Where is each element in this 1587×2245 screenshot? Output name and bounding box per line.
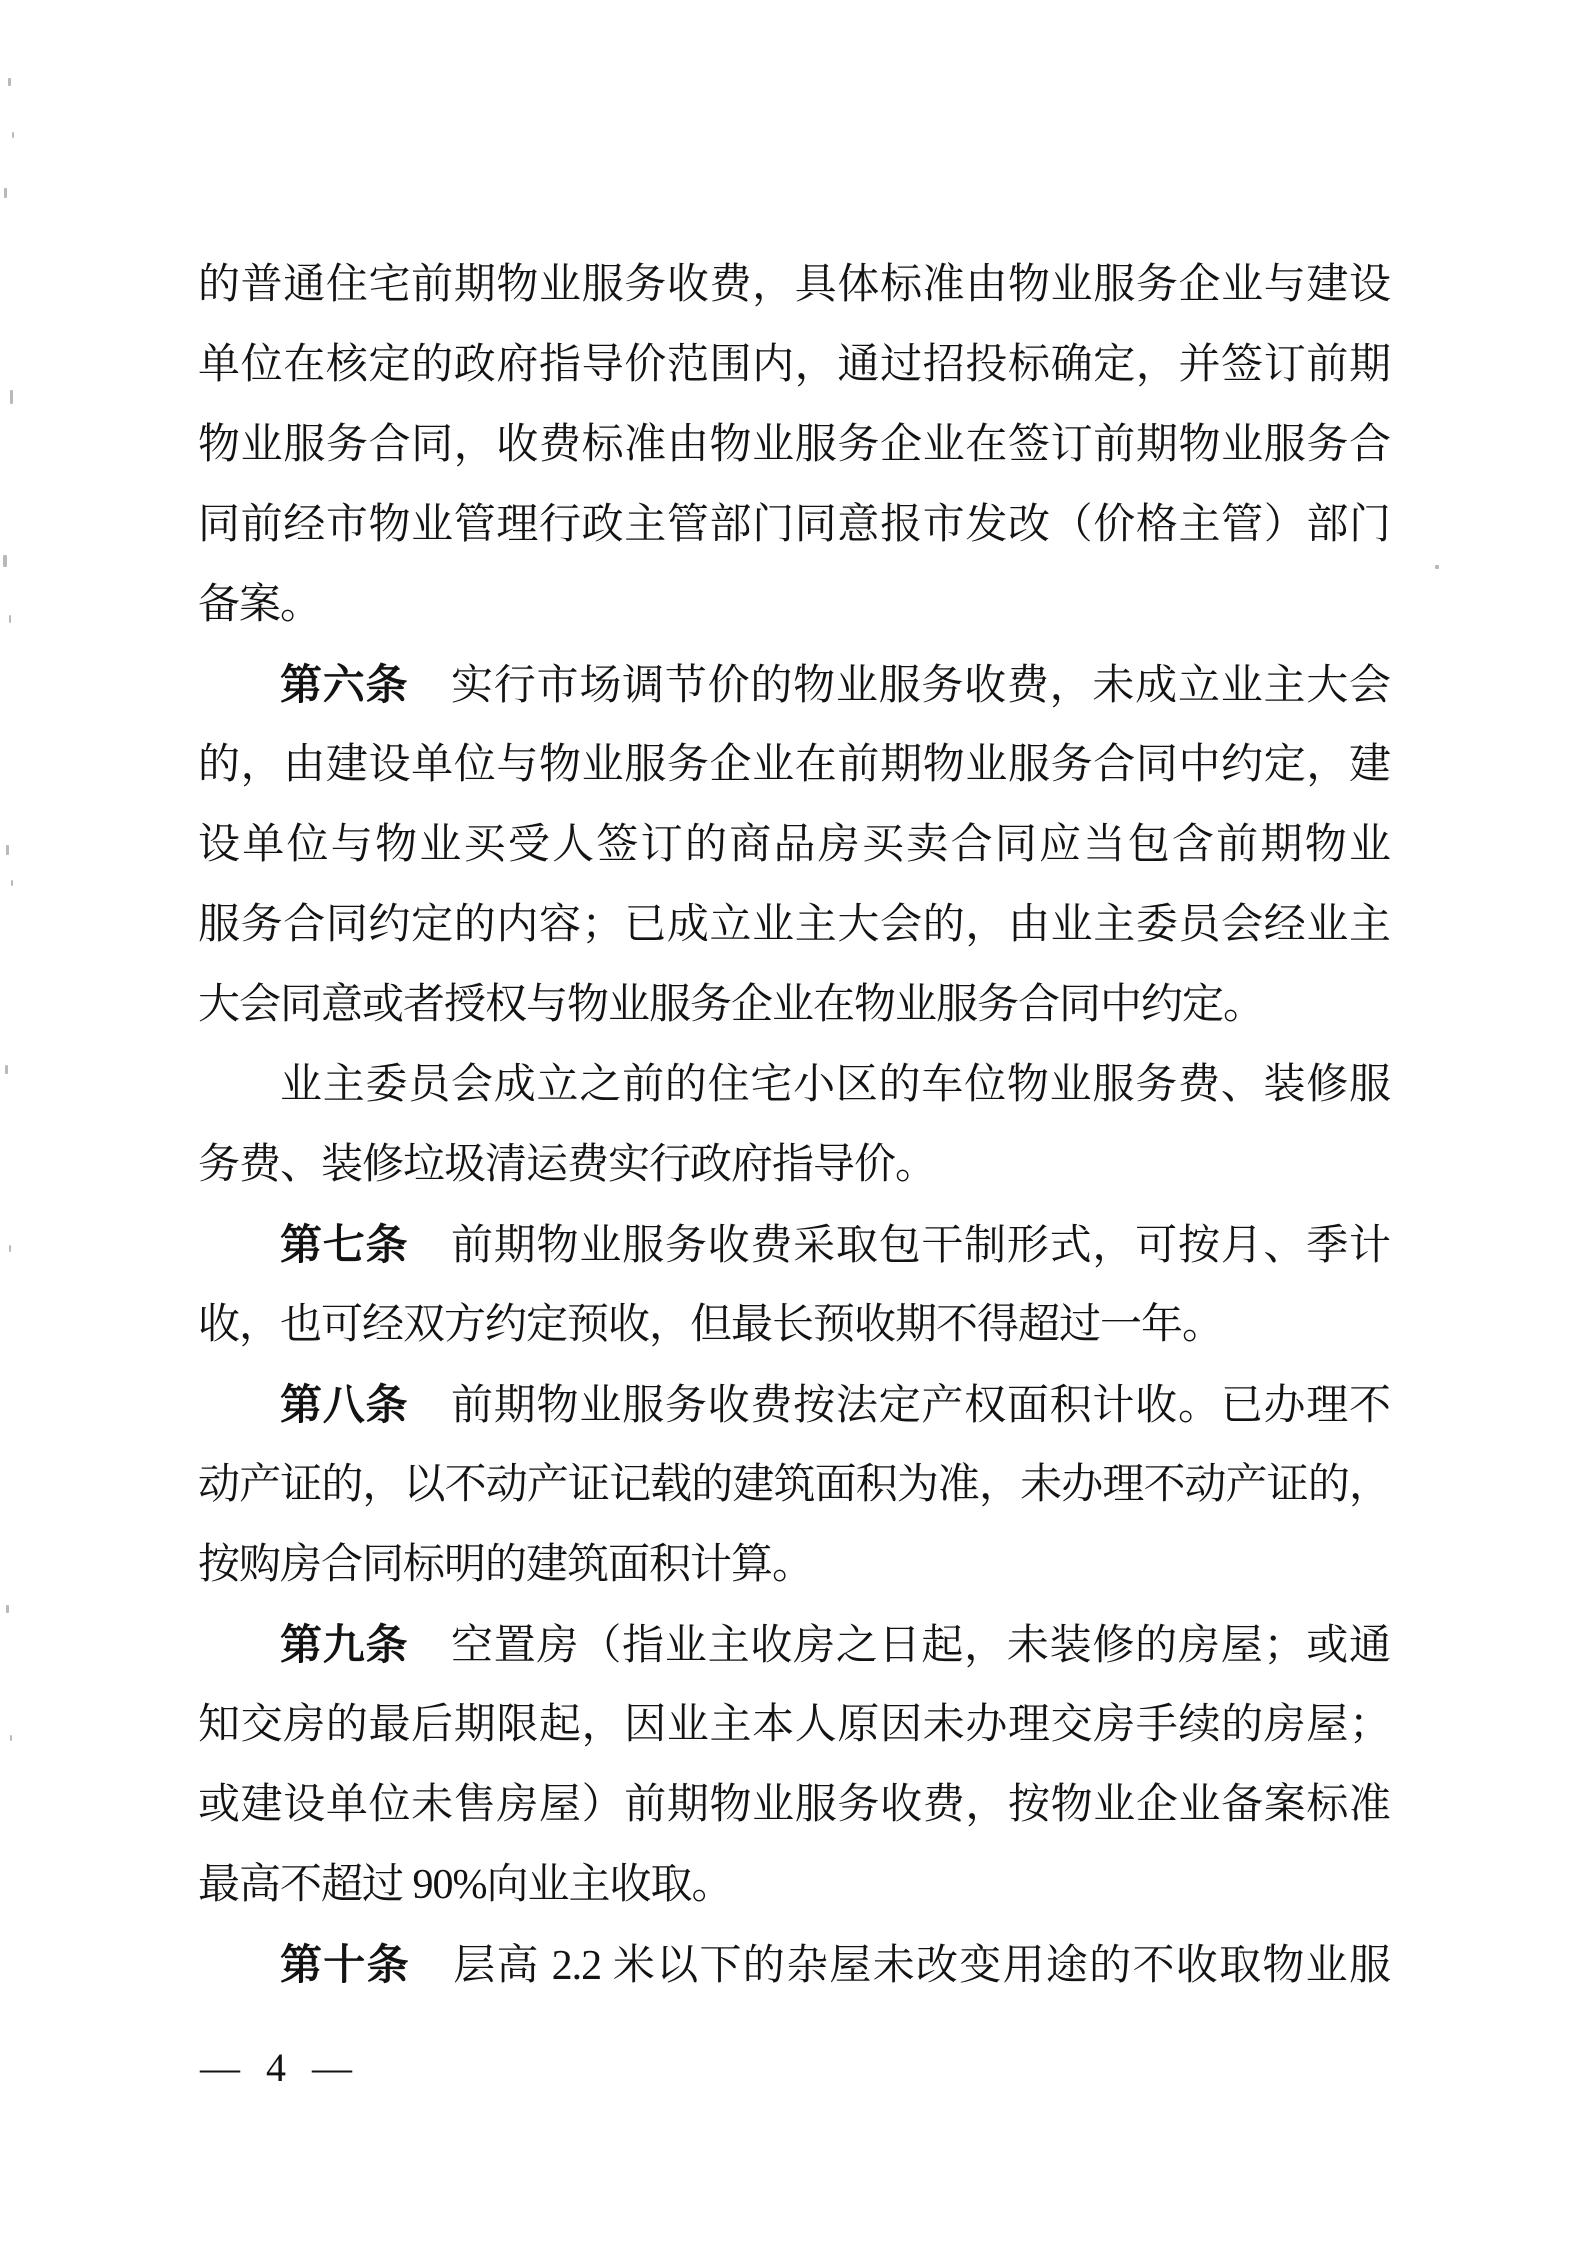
text-line (198, 805, 1390, 885)
body-text: 知交房的最后期限起，因业主本人原因未办理交房手续的房屋； (198, 1702, 1390, 1748)
text-line (198, 885, 1390, 965)
text-line (198, 1445, 1390, 1525)
text-line (198, 325, 1390, 405)
body-text: 实行市场调节价的物业服务收费，未成立业主大会 (408, 663, 1390, 709)
scan-speck (10, 1735, 12, 1741)
scan-speck (9, 615, 11, 623)
text-line (198, 485, 1390, 565)
scan-speck (5, 1065, 8, 1074)
body-text: 前期物业服务收费按法定产权面积计收。已办理不 (408, 1383, 1390, 1429)
text-line (198, 965, 1390, 1045)
page-footer (200, 2040, 352, 2096)
text-line (198, 725, 1390, 805)
text-line (198, 1845, 1390, 1925)
text-line (198, 1125, 1390, 1205)
body-text: 的，由建设单位与物业服务企业在前期物业服务合同中约定，建 (198, 742, 1390, 788)
text-line (198, 1685, 1390, 1765)
article-number-bold: 第七条 (280, 1221, 409, 1268)
body-text: 空置房（指业主收房之日起，未装修的房屋；或通 (408, 1623, 1390, 1669)
body-text: 服务合同约定的内容；已成立业主大会的，由业主委员会经业主 (198, 902, 1390, 948)
scan-speck (8, 78, 11, 86)
body-text: 前期物业服务收费采取包干制形式，可按月、季计 (408, 1223, 1390, 1269)
scan-speck (12, 132, 14, 138)
body-text: 或建设单位未售房屋）前期物业服务收费，按物业企业备案标准 (198, 1782, 1390, 1828)
article-number-bold: 第九条 (280, 1621, 409, 1668)
article-number-bold: 第十条 (280, 1941, 410, 1988)
scan-speck (4, 188, 7, 198)
scan-speck (1435, 565, 1439, 569)
text-line (198, 565, 1390, 645)
text-line-article-7 (198, 1205, 1390, 1285)
body-text: 业主委员会成立之前的住宅小区的车位物业服务费、装修服 (280, 1062, 1390, 1108)
body-text: 收，也可经双方约定预收，但最长预收期不得超过一年。 (198, 1302, 1224, 1348)
scan-speck (9, 1245, 11, 1252)
text-line (198, 405, 1390, 485)
body-text: 备案。 (198, 582, 322, 628)
text-line (198, 1765, 1390, 1845)
body-text: 大会同意或者授权与物业服务企业在物业服务合同中约定。 (198, 982, 1265, 1028)
text-line-article-8 (198, 1365, 1390, 1445)
body-text: 最高不超过 90%向业主收取。 (198, 1862, 733, 1908)
text-line-article-9 (198, 1605, 1390, 1685)
body-text: 单位在核定的政府指导价范围内，通过招投标确定，并签订前期 (198, 342, 1390, 388)
scan-speck (11, 880, 13, 886)
scan-speck (3, 555, 7, 567)
text-line (198, 245, 1390, 325)
page-number: — 4 — (200, 2045, 352, 2090)
text-line (198, 1045, 1390, 1125)
scan-speck (10, 390, 13, 404)
body-text: 的普通住宅前期物业服务收费，具体标准由物业服务企业与建设 (198, 262, 1390, 308)
body-text: 物业服务合同，收费标准由物业服务企业在签订前期物业服务合 (198, 422, 1390, 468)
body-text: 务费、装修垃圾清运费实行政府指导价。 (198, 1142, 937, 1188)
text-line (198, 1285, 1390, 1365)
body-text: 按购房合同标明的建筑面积计算。 (198, 1542, 814, 1588)
body-text: 同前经市物业管理行政主管部门同意报市发改（价格主管）部门 (198, 502, 1390, 548)
body-text: 层高 2.2 米以下的杂屋未改变用途的不收取物业服 (409, 1943, 1390, 1989)
body-text: 动产证的，以不动产证记载的建筑面积为准，未办理不动产证的， (198, 1462, 1390, 1508)
text-line-article-10 (198, 1925, 1390, 2005)
scan-speck (6, 845, 9, 855)
document-text-block (198, 245, 1390, 2005)
text-line-article-6 (198, 645, 1390, 725)
scan-speck (6, 1605, 9, 1613)
body-text: 设单位与物业买受人签订的商品房买卖合同应当包含前期物业 (198, 822, 1390, 868)
article-number-bold: 第六条 (280, 661, 409, 708)
article-number-bold: 第八条 (280, 1381, 409, 1428)
text-line (198, 1525, 1390, 1605)
